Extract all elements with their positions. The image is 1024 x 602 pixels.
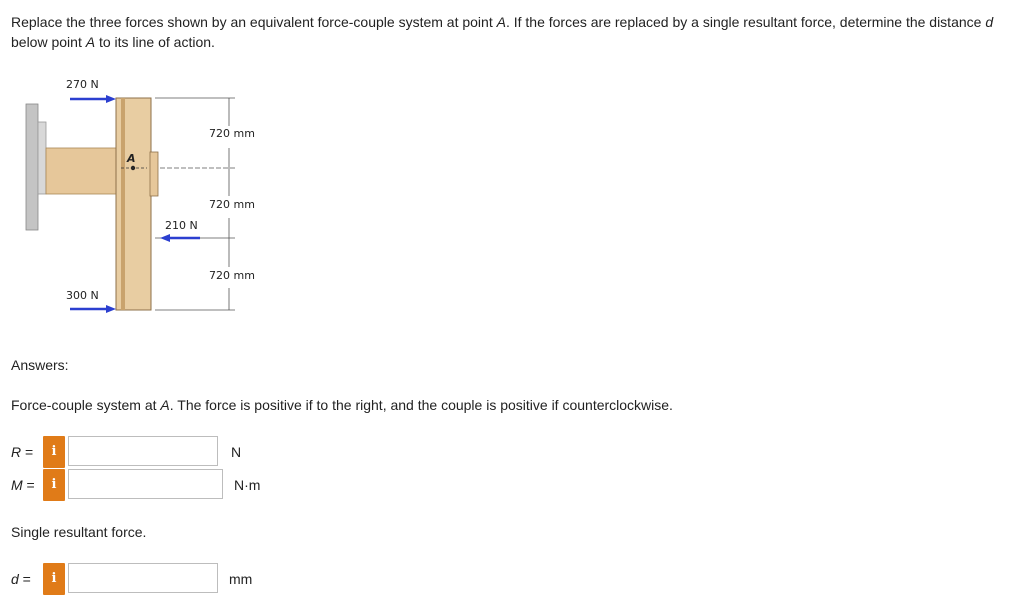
force-210-arrow bbox=[160, 234, 200, 242]
d-unit: mm bbox=[229, 571, 253, 587]
instruction-text: Force-couple system at A. The force is positive if to the right, and the couple is positive if counterclockwise. bbox=[11, 397, 673, 413]
dimension-label-top: 720 mm bbox=[209, 127, 255, 140]
wall-plate bbox=[26, 104, 38, 230]
r-label: R = bbox=[11, 444, 34, 460]
d-info-icon[interactable]: i bbox=[43, 563, 65, 595]
beam-diagram bbox=[0, 70, 300, 320]
post-clamp bbox=[150, 152, 158, 196]
m-unit: N·m bbox=[234, 477, 261, 493]
answer-row-d bbox=[11, 563, 271, 595]
d-input[interactable] bbox=[68, 563, 218, 593]
answers-heading: Answers: bbox=[11, 357, 69, 373]
answer-row-r bbox=[11, 436, 271, 468]
force-300-arrow bbox=[70, 305, 116, 313]
r-input[interactable] bbox=[68, 436, 218, 466]
horizontal-beam bbox=[46, 148, 118, 194]
dimension-label-middle: 720 mm bbox=[209, 198, 255, 211]
m-input[interactable] bbox=[68, 469, 223, 499]
force-210-label: 210 N bbox=[165, 219, 198, 232]
answer-row-m bbox=[11, 469, 291, 501]
r-unit: N bbox=[231, 444, 242, 460]
force-270-label: 270 N bbox=[66, 78, 99, 91]
m-info-icon[interactable]: i bbox=[43, 469, 65, 501]
dimension-label-bottom: 720 mm bbox=[209, 269, 255, 282]
m-label: M = bbox=[11, 477, 35, 493]
force-300-label: 300 N bbox=[66, 289, 99, 302]
force-270-arrow bbox=[70, 95, 116, 103]
single-resultant-heading: Single resultant force. bbox=[11, 524, 147, 540]
wall-bracket bbox=[38, 122, 46, 194]
point-a-label: A bbox=[127, 152, 136, 165]
d-label: d = bbox=[11, 571, 31, 587]
problem-statement: Replace the three forces shown by an equivalent force-couple system at point A. If the forces are replaced by a single resultant force, determine the distance d below point A to its line of action. bbox=[11, 14, 994, 50]
post-shade bbox=[121, 98, 125, 310]
r-info-icon[interactable]: i bbox=[43, 436, 65, 468]
